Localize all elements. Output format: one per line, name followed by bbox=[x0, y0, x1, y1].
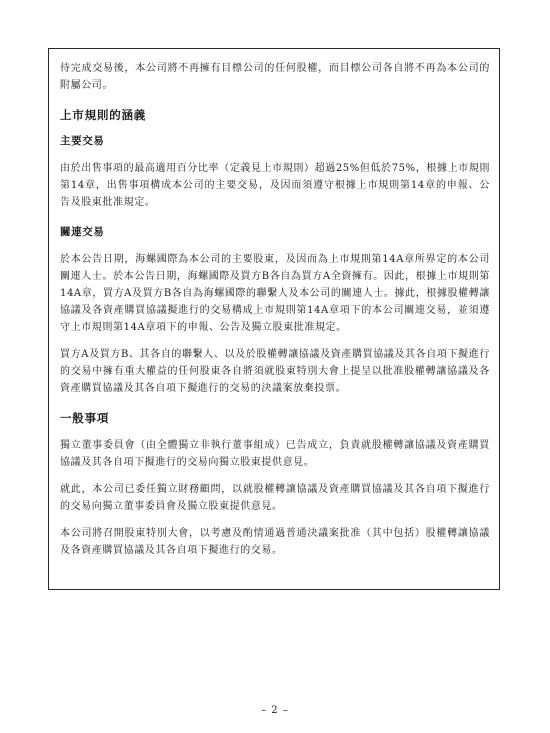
general-paragraph-3: 本公司將召開股東特別大會，以考慮及酌情通過普通決議案批准（其中包括）股權轉讓協議及各資產購買協議及其各自項下擬進行的交易。 bbox=[60, 528, 490, 556]
page-number: – 2 – bbox=[261, 705, 289, 716]
connected-transaction-paragraph-2: 買方A及買方B、其各自的聯繫人、以及於股權轉讓協議及資產購買協議及其各自項下擬進行的交易中擁有重大權益的任何股東各自將須就股東特別大會上提呈以批准股權轉讓協議及各資產購買協議及其各自項下擬進行的交易的決議案放棄投票。 bbox=[60, 349, 490, 394]
section-heading-listing-rules: 上市規則的涵義 bbox=[60, 108, 147, 122]
subheading-connected-transaction: 關連交易 bbox=[60, 226, 105, 238]
intro-paragraph: 待完成交易後，本公司將不再擁有目標公司的任何股權，而目標公司各自將不再為本公司的附屬公司。 bbox=[60, 63, 490, 91]
major-transaction-paragraph: 由於出售事項的最高適用百分比率（定義見上市規則）超過25%但低於75%，根據上市規則第14章，出售事項構成本公司的主要交易，及因而須遵守根據上市規則第14章的申報、公告及股東批准規定。 bbox=[60, 163, 490, 208]
general-paragraph-1: 獨立董事委員會（由全體獨立非執行董事組成）已告成立，負責就股權轉讓協議及資產購買協議及其各自項下擬進行的交易向獨立股東提供意見。 bbox=[60, 440, 490, 468]
document-body bbox=[60, 60, 490, 569]
section-heading-general-matters: 一般事項 bbox=[60, 411, 110, 425]
general-paragraph-2: 就此，本公司已委任獨立財務顧問，以就股權轉讓協議及資產購買協議及其各自項下擬進行的交易向獨立董事委員會及獨立股東提供意見。 bbox=[60, 484, 490, 512]
subheading-major-transaction: 主要交易 bbox=[60, 135, 105, 147]
connected-transaction-paragraph-1: 於本公告日期，海螺國際為本公司的主要股東，及因而為上市規則第14A章所界定的本公司關連人士。於本公告日期，海螺國際及買方B各自為買方A全資擁有。因此，根據上市規則第14A章，買方A及買方B各自為海螺國際的聯繫人及本公司的關連人士。據此，根據股權轉讓協議及各資產購買協議擬進行的交易構成上市規則第14A章項下的本公司關連交易，並須遵守上市規則第14A章項下的申報、公告及獨立股東批准規定。 bbox=[60, 254, 490, 333]
